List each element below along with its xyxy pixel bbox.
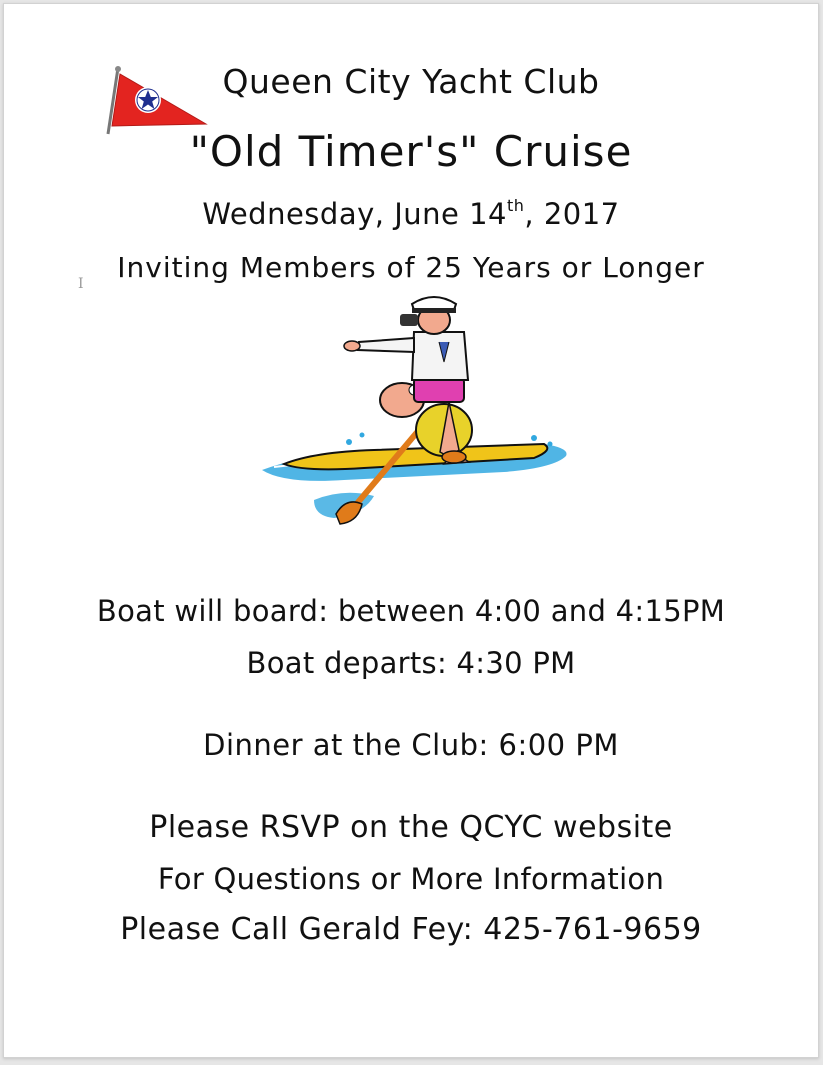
text-cursor-icon: I <box>78 276 84 292</box>
date-year: , 2017 <box>524 197 620 231</box>
event-date <box>4 197 818 231</box>
boat-captain-clipart <box>254 292 574 537</box>
rsvp-line: Please RSVP on the QCYC website <box>149 810 673 845</box>
contact-line: Please Call Gerald Fey: 425-761-9659 <box>120 912 702 947</box>
event-title: "Old Timer's" Cruise <box>189 127 633 176</box>
questions-line: For Questions or More Information <box>157 862 665 896</box>
dinner-time: Dinner at the Club: 6:00 PM <box>203 728 619 762</box>
departure-time: Boat departs: 4:30 PM <box>246 646 576 680</box>
club-title: Queen City Yacht Club <box>222 62 600 101</box>
flyer-page <box>3 3 819 1058</box>
date-prefix: Wednesday, June 14 <box>202 197 507 231</box>
invite-line: Inviting Members of 25 Years or Longer <box>117 251 705 284</box>
date-ordinal: th <box>506 196 525 216</box>
boarding-time: Boat will board: between 4:00 and 4:15PM <box>96 594 726 628</box>
